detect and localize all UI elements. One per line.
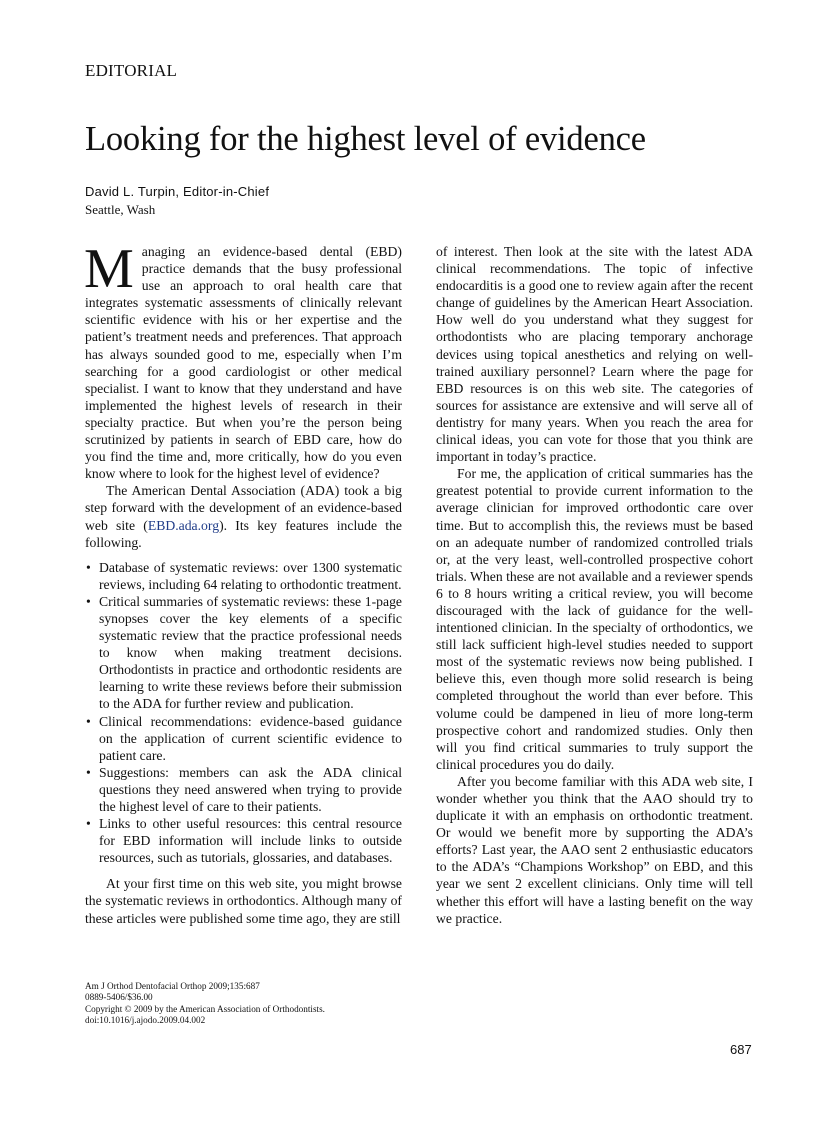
- feature-list: [85, 559, 402, 867]
- bullet-icon: •: [86, 816, 91, 832]
- paragraph-ada-text-end: ). Its key features include the following.: [85, 517, 402, 550]
- price-code: 0889-5406/$36.00: [85, 992, 153, 1003]
- paragraph-ada-text: The American Dental Association (ADA) took a big step forward with the development of an evidence-based web site (: [85, 483, 402, 533]
- list-item: [86, 764, 402, 815]
- paragraph-first-visit: [85, 875, 402, 926]
- list-item-text: Suggestions: members can ask the ADA clinical questions they need answered when trying to provide the highest level of care to their patients.: [99, 764, 402, 814]
- paragraph-first-visit-continued: of interest. Then look at the site with the latest ADA clinical recommendations. The topic of infective endocarditis is a good one to review again after the recent change of guidelines by the American Heart Association. How well do you understand what they suggest for orthodontists who are placing temporary anchorage devices using topical anesthetics and relying on well-trained auxiliary personnel? Learn where the page for EBD resources is on this web site. The categories of sources for assistance are extensive and will serve all of dentistry for many years. When you reach the area for clinical ideas, you can vote for those that you think are important in today’s practice.: [436, 244, 753, 465]
- paragraph-critical-summaries: For me, the application of critical summaries has the greatest potential to provide current information to the average clinician for improved orthodontic care over time. But to accomplish this, the reviews must be based on an adequate number of randomized controlled trials or, at the very least, well-controlled prospective cohort trials. When these are not available and a reviewer spends 6 to 8 hours writing a critical review, you will become discouraged with the lack of guidance for the well-intentioned clinician. In the specialty of orthodontics, we still lack sufficient high-level studies needed to support most of the systematic reviews now being published. I believe this, even though more solid research is being completed throughout the world than ever before. This volume could be dampened in lieu of more long-term prospective cohort and randomized studies. Only then will you find critical summaries to truly support the clinical procedures you do daily.: [436, 466, 753, 772]
- section-label: EDITORIAL: [85, 61, 178, 80]
- paragraph-ada: [85, 482, 402, 550]
- list-item: [86, 815, 402, 866]
- list-item: [86, 593, 402, 713]
- paragraph-conclusion: After you become familiar with this ADA web site, I wonder whether you think that the AAO should try to duplicate it with an emphasis on orthodontic treatment. Or would we benefit more by supporting the ADA’s efforts? Last year, the AAO sent 2 enthusiastic educators to the ADA’s “Champions Workshop” on EBD, and this year we sent 2 excellent clinicians. Only time will tell whether this effort will have a lasting benefit on the way we practice.: [436, 773, 753, 926]
- list-item: [86, 713, 402, 764]
- list-item-text: Links to other useful resources: this central resource for EBD information will include links to outside resources, such as tutorials, glossaries, and databases.: [99, 816, 402, 866]
- page-number: 687: [730, 1042, 752, 1057]
- citation-footer: [85, 981, 325, 1026]
- bullet-icon: •: [86, 593, 91, 609]
- author-byline: David L. Turpin, Editor-in-Chief: [85, 184, 270, 199]
- left-column: [84, 238, 402, 927]
- drop-cap: M: [84, 238, 134, 300]
- paragraph-intro-text: anaging an evidence-based dental (EBD) practice demands that the busy professional use an approach to oral health care that integrates systematic assessments of clinically relevant scientific evidence with his or her expertise and the patient’s treatment needs and preferences. That approach has always sounded good to me, especially when I’m searching for a good cardiologist or other medical specialist. I want to know that they understand and have implemented the highest levels of research in their specialty practice. But when you’re the person being scrutinized by patients in search of EBD care, how do you find the time and, more critically, how do you even know where to look for the highest level of evidence?: [85, 244, 402, 482]
- list-item-text: Database of systematic reviews: over 1300 systematic reviews, including 64 relating to orthodontic treatment.: [99, 559, 402, 592]
- copyright-notice: Copyright © 2009 by the American Association of Orthodontists.: [85, 1003, 325, 1014]
- bullet-icon: •: [86, 559, 91, 575]
- bullet-icon: •: [86, 713, 91, 729]
- list-item-text: Critical summaries of systematic reviews: these 1-page synopses cover the key elements of a specific systematic review that the practice professional needs to know when making treatment decisions. Orthodontists in practice and orthodontic residents are learning to write these reviews before their submission to the ADA for further review and publication.: [99, 593, 402, 712]
- article-title: Looking for the highest level of evidence: [85, 120, 646, 158]
- paragraph-first-visit-text: At your first time on this web site, you might browse the systematic reviews in orthodontics. Although many of these articles were published some time ago, they are still: [85, 876, 402, 926]
- paragraph-intro: [84, 238, 402, 482]
- journal-citation: Am J Orthod Dentofacial Orthop 2009;135:687: [85, 981, 260, 991]
- list-item: [86, 559, 402, 593]
- list-item-text: Clinical recommendations: evidence-based guidance on the application of current scientific evidence to patient care.: [99, 713, 402, 763]
- doi: doi:10.1016/j.ajodo.2009.04.002: [85, 1014, 206, 1025]
- ebd-website-link[interactable]: EBD.ada.org: [147, 517, 220, 533]
- author-location: Seattle, Wash: [85, 202, 156, 217]
- bullet-icon: •: [86, 764, 91, 780]
- right-column: [436, 243, 753, 927]
